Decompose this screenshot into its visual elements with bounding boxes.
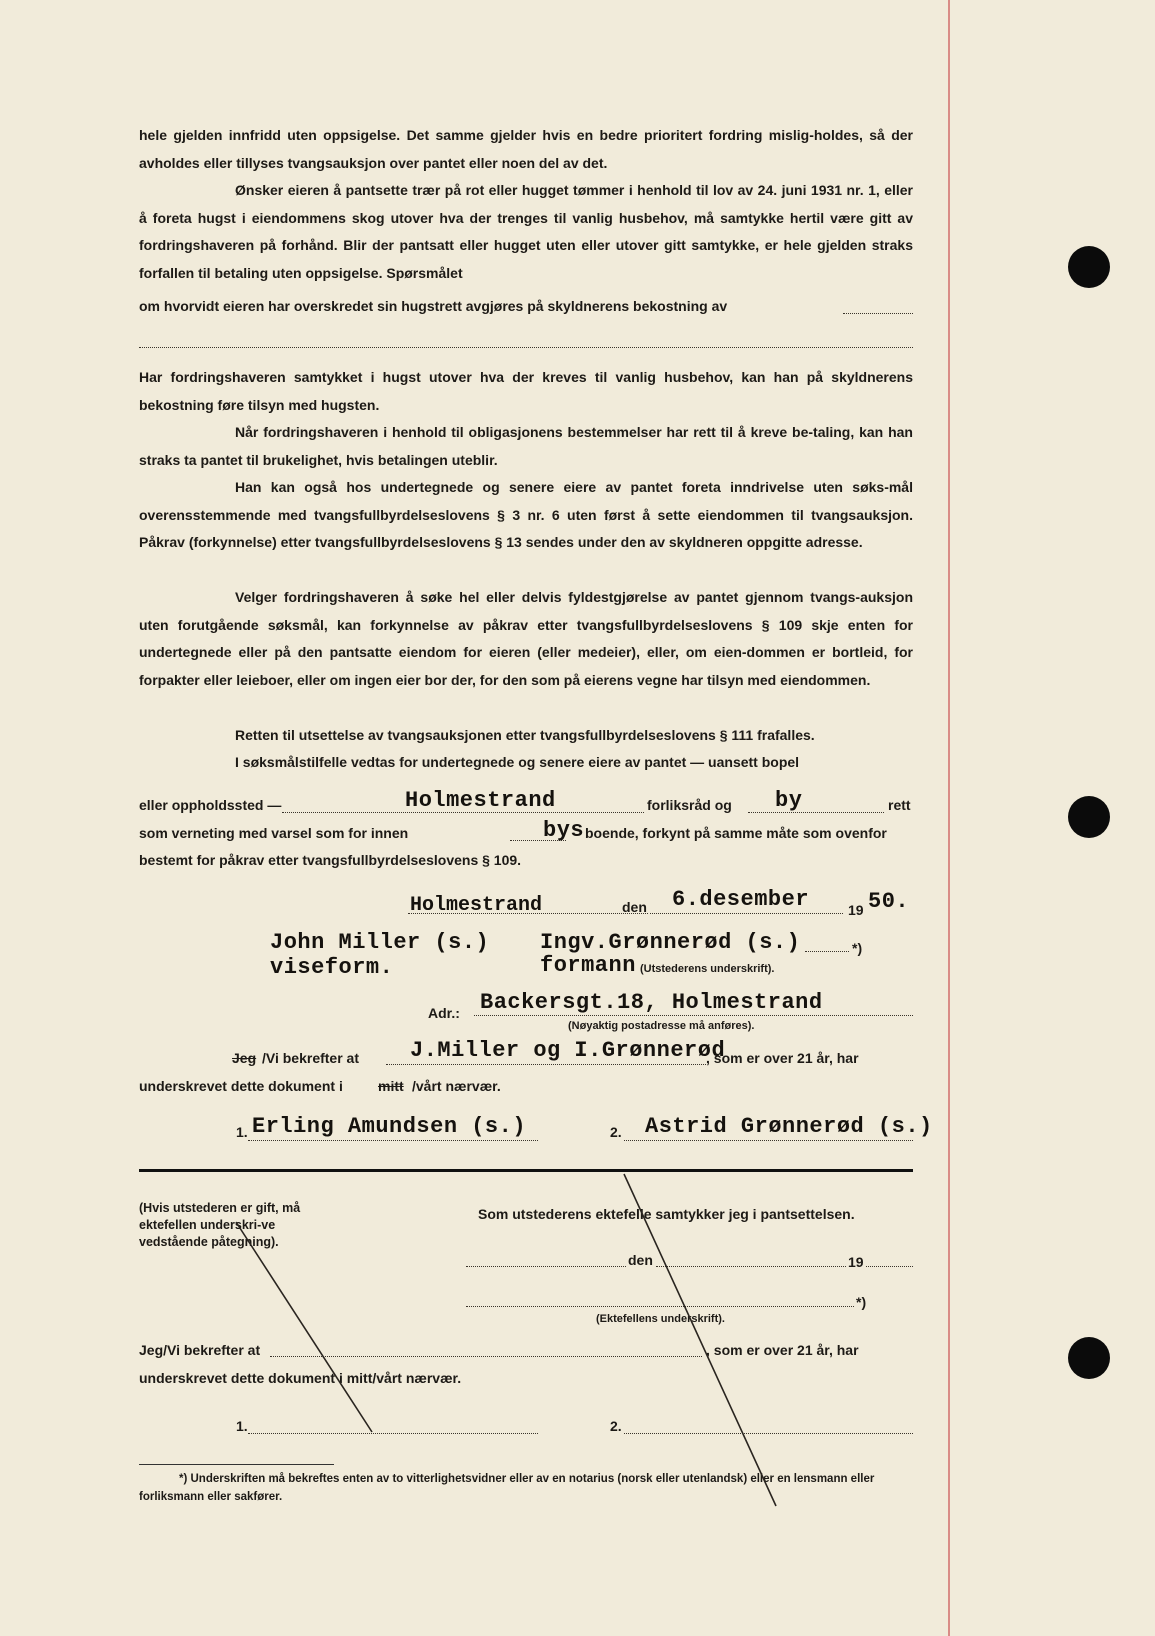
witness-number-1: 1. xyxy=(236,1124,248,1140)
spouse-asterisk: *) xyxy=(856,1294,867,1310)
address-value: Backersgt.18, Holmestrand xyxy=(480,990,823,1015)
spouse-witness-number-1: 1. xyxy=(236,1418,248,1434)
year-suffix: 50. xyxy=(868,889,910,914)
spouse-instruction: (Hvis utstederen er gift, må ektefellen underskri-ve vedstående påtegning). xyxy=(139,1201,301,1249)
paragraph-postponement: Retten til utsettelse av tvangsauksjonen etter tvangsfullbyrdelseslovens § 111 frafalles. xyxy=(235,727,815,743)
handwritten-innen: bys xyxy=(543,818,585,843)
signer-title: formann xyxy=(540,953,636,978)
paragraph-timber-clause: Ønsker eieren å pantsette trær på rot eller hugget tømmer i henhold til lov av 24. juni 1931 nr. 1, eller å foreta hugst i eiendommens skog utover hva der trenges til vanlig husbehov, må samtykke hertil være gitt av fordringshaveren på forhånd. Blir der pantsatt eller hugget uten eller utover gitt samtykke, er hele gjelden straks forfallen til betaling uten oppsigelse. Spørsmålet xyxy=(139,182,913,281)
paragraph-collection: Han kan også hos undertegnede og senere eiere av pantet foreta inndrivelse uten søks-mål overensstemmende med tvangsfullbyrdelseslovens § 3 nr. 6 uten først å sette eiendommen til tvangsauksjon. Påkrav (forkynnelse) etter tvangsfullbyrdelseslovens § 13 sendes under den av skyldneren oppgitte adresse. xyxy=(139,479,913,551)
spouse-year-prefix: 19 xyxy=(848,1254,864,1270)
footnote: *) Underskriften må bekreftes enten av to vitterlighetsvidner eller av en notarius (norsk eller utenlandsk) eller en lensmann eller forliksmann eller sakfører. xyxy=(139,1473,875,1503)
spouse-den-label: den xyxy=(628,1252,653,1268)
asterisk-mark: *) xyxy=(852,940,863,956)
spouse-witness-number-2: 2. xyxy=(610,1418,622,1434)
paragraph-default-clause: hele gjelden innfridd uten oppsigelse. Det samme gjelder hvis en bedre prioritert fordring mislig-holdes, så der avholdes eller tillyses tvangsauksjon over pantet eller noen del av det. xyxy=(139,127,913,171)
underskrevet-prefix: underskrevet dette dokument i xyxy=(139,1078,343,1094)
signing-date: 6.desember xyxy=(672,887,810,912)
signing-place: Holmestrand xyxy=(410,894,543,917)
spouse-bekrefter-prefix: Jeg/Vi bekrefter at xyxy=(139,1342,261,1358)
witness-left-title: viseform. xyxy=(270,955,394,980)
witness-left-name: John Miller (s.) xyxy=(270,930,490,955)
witness-2-name: Astrid Grønnerød (s.) xyxy=(645,1114,933,1139)
witness-1-name: Erling Amundsen (s.) xyxy=(252,1114,527,1139)
venue-prefix: eller oppholdssted — xyxy=(139,797,282,813)
cancel-stroke-left xyxy=(236,1222,372,1432)
rett-label: rett xyxy=(888,797,911,813)
forliksrad-label: forliksråd og xyxy=(647,797,732,813)
verneting-label: som verneting med varsel som for innen xyxy=(139,825,409,841)
paragraph-supervision: Har fordringshaveren samtykket i hugst utover hva der kreves til vanlig husbehov, kan han på skyldnerens bekostning føre tilsyn med hugsten. xyxy=(139,369,913,413)
year-prefix: 19 xyxy=(848,902,864,918)
paragraph-auction: Velger fordringshaveren å søke hel eller delvis fyldestgjørelse av pantet gjennom tvangs-auksjon uten forutgående søksmål, kan forkynnelse av påkrav etter tvangsfullbyrdelseslovens § 109 skje enten for undertegnede eller på den pantsatte eiendom for eieren (eller medeier), eller, om eien-dommen er bortleid, for forpakter eller leieboer, eller om ingen eier bor der, for den som på eierens vegne har tilsyn med eiendommen. xyxy=(139,589,913,688)
bekrefter-names: J.Miller og I.Grønnerød xyxy=(410,1038,726,1063)
struck-jeg: Jeg xyxy=(232,1050,257,1066)
hugstrett-line: om hvorvidt eieren har overskredet sin hugstrett avgjøres på skyldnerens bekostning av xyxy=(139,298,728,314)
bekrefter-suffix: , som er over 21 år, har xyxy=(706,1050,859,1066)
paragraph-venue: I søksmålstilfelle vedtas for undertegnede og senere eiere av pantet — uansett bopel xyxy=(235,754,800,770)
venue-final-line: bestemt for påkrav etter tvangsfullbyrdelseslovens § 109. xyxy=(139,852,522,868)
handwritten-place: Holmestrand xyxy=(405,788,556,813)
handwritten-court: by xyxy=(775,788,803,813)
underskrift-caption: (Utstederens underskrift). xyxy=(640,963,775,975)
bekrefter-prefix: /Vi bekrefter at xyxy=(262,1050,360,1066)
signer-name: Ingv.Grønnerød (s.) xyxy=(540,930,801,955)
address-caption: (Nøyaktig postadresse må anføres). xyxy=(568,1020,755,1032)
cancel-stroke-right xyxy=(624,1174,776,1506)
spouse-consent: Som utstederens ektefelle samtykker jeg i pantsettelsen. xyxy=(478,1206,855,1222)
paragraph-payment: Når fordringshaveren i henhold til obligasjonens bestemmelser har rett til å kreve be-taling, kan han straks ta pantet til brukelighet, hvis betalingen uteblir. xyxy=(139,424,913,468)
address-label: Adr.: xyxy=(428,1005,460,1021)
struck-mitt: mitt xyxy=(378,1078,404,1094)
spouse-underskrevet: underskrevet dette dokument i mitt/vårt nærvær. xyxy=(139,1370,462,1386)
den-label: den xyxy=(622,899,647,915)
spouse-bekrefter-suffix: , som er over 21 år, har xyxy=(706,1342,859,1358)
spouse-sign-caption: (Ektefellens underskrift). xyxy=(596,1313,725,1325)
witness-number-2: 2. xyxy=(610,1124,622,1140)
underskrevet-suffix: /vårt nærvær. xyxy=(412,1078,501,1094)
boende-text: boende, forkynt på samme måte som ovenfor xyxy=(585,825,887,841)
